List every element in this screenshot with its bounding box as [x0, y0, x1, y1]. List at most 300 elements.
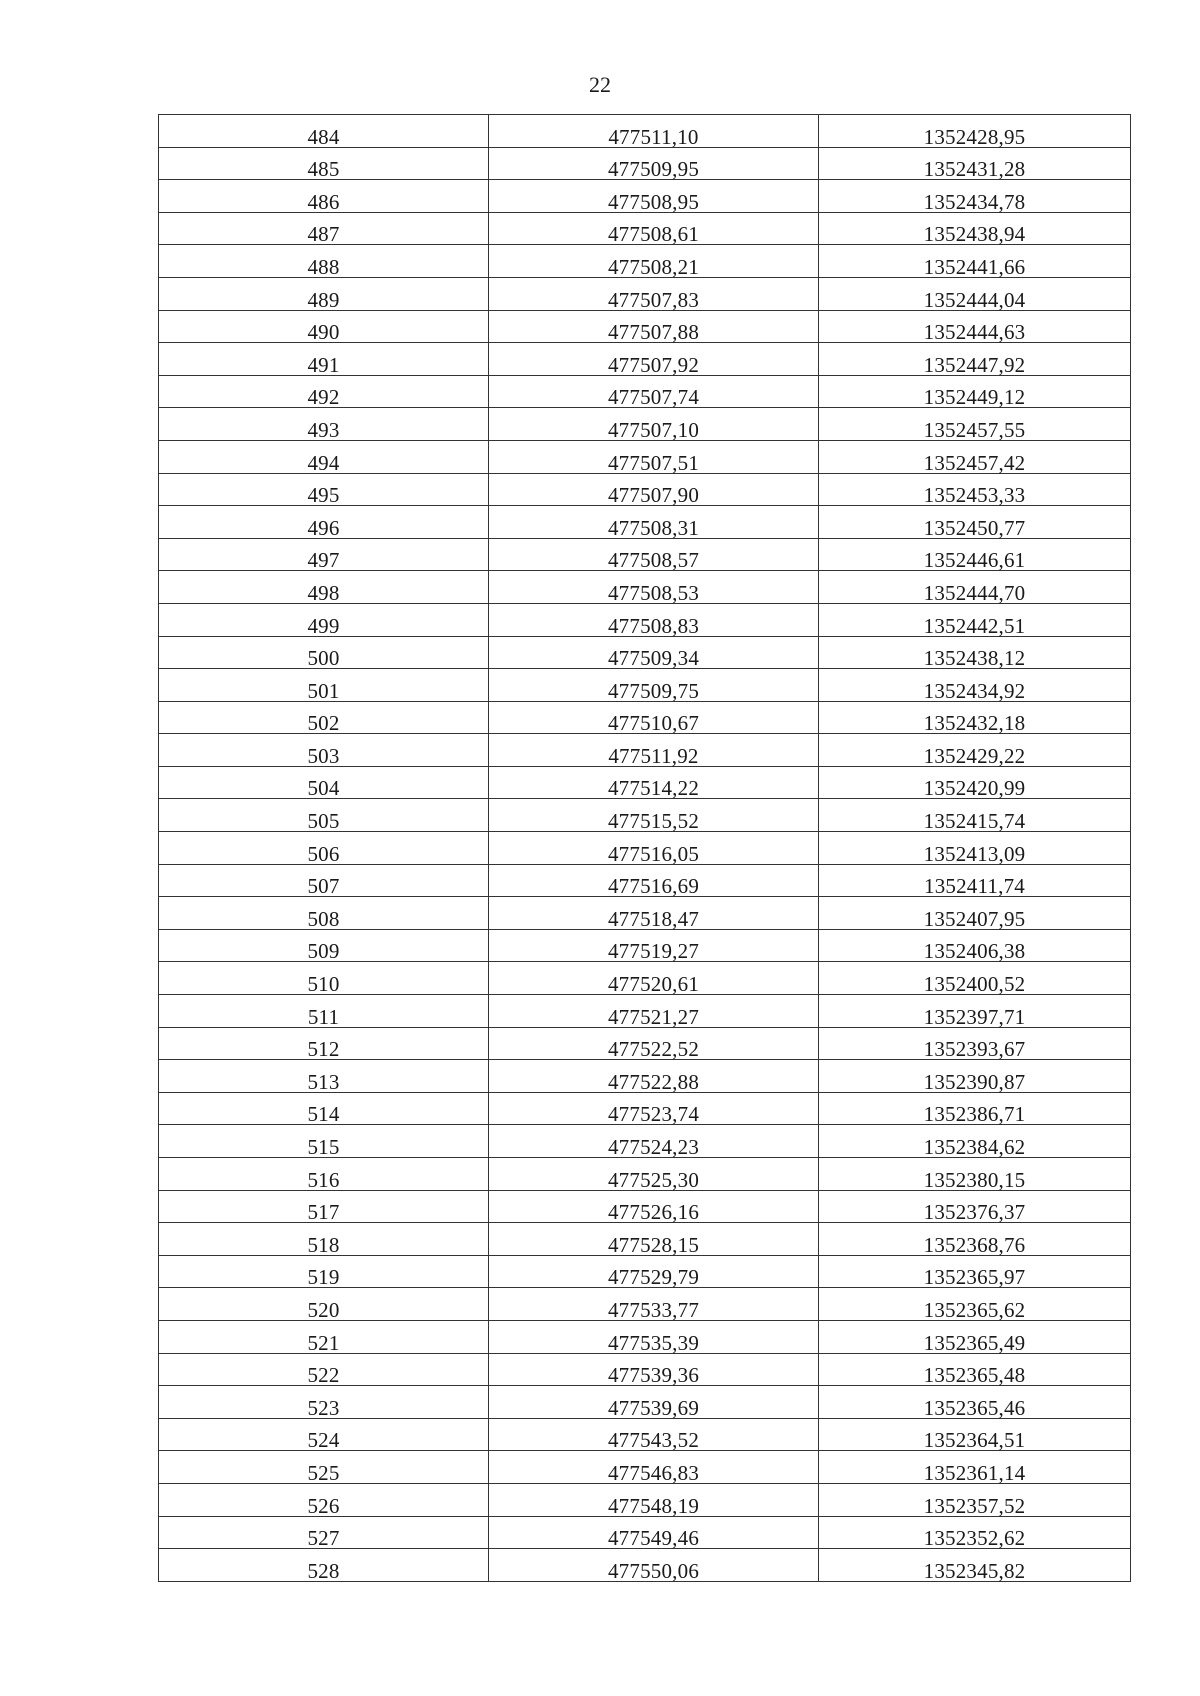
y-coordinate-cell: [819, 929, 1131, 962]
table-row: [159, 766, 1131, 799]
x-coordinate-text: 477509,75: [607, 678, 700, 703]
x-coordinate-cell: [489, 1451, 819, 1484]
point-number-cell: [159, 440, 489, 473]
x-coordinate-cell: [489, 669, 819, 702]
y-coordinate-text: 1352420,99: [923, 776, 1026, 801]
x-coordinate-cell: [489, 506, 819, 539]
x-coordinate-text: 477522,52: [607, 1037, 700, 1062]
point-number-text: 488: [307, 254, 340, 279]
x-coordinate-text: 477507,90: [607, 483, 700, 508]
table-row: [159, 1255, 1131, 1288]
table-row: [159, 473, 1131, 506]
y-coordinate-cell: [819, 766, 1131, 799]
point-number-cell: [159, 277, 489, 310]
table-row: [159, 1288, 1131, 1321]
y-coordinate-text: 1352357,52: [923, 1493, 1026, 1518]
x-coordinate-text: 477508,61: [607, 222, 700, 247]
point-number-text: 494: [307, 450, 340, 475]
table-row: [159, 929, 1131, 962]
point-number-cell: [159, 1353, 489, 1386]
table-row: [159, 603, 1131, 636]
point-number-cell: [159, 1027, 489, 1060]
x-coordinate-cell: [489, 734, 819, 767]
y-coordinate-text: 1352390,87: [923, 1069, 1026, 1094]
point-number-text: 485: [307, 157, 340, 182]
table-row: [159, 1483, 1131, 1516]
point-number-text: 517: [307, 1200, 340, 1225]
table-row: [159, 440, 1131, 473]
point-number-cell: [159, 929, 489, 962]
point-number-cell: [159, 180, 489, 213]
y-coordinate-text: 1352442,51: [923, 613, 1026, 638]
y-coordinate-cell: [819, 1549, 1131, 1582]
x-coordinate-text: 477508,53: [607, 580, 700, 605]
x-coordinate-cell: [489, 995, 819, 1028]
y-coordinate-cell: [819, 375, 1131, 408]
table-row: [159, 1451, 1131, 1484]
y-coordinate-cell: [819, 440, 1131, 473]
y-coordinate-text: 1352434,78: [923, 189, 1026, 214]
point-number-text: 500: [307, 646, 340, 671]
y-coordinate-cell: [819, 1516, 1131, 1549]
table-row: [159, 571, 1131, 604]
x-coordinate-text: 477514,22: [607, 776, 700, 801]
x-coordinate-text: 477511,10: [608, 124, 699, 149]
y-coordinate-text: 1352413,09: [923, 841, 1026, 866]
table-row: [159, 408, 1131, 441]
table-row: [159, 669, 1131, 702]
point-number-text: 520: [307, 1297, 340, 1322]
y-coordinate-text: 1352446,61: [923, 548, 1026, 573]
point-number-text: 492: [307, 385, 340, 410]
table-row: [159, 1516, 1131, 1549]
x-coordinate-text: 477539,69: [607, 1395, 700, 1420]
y-coordinate-text: 1352432,18: [923, 711, 1026, 736]
point-number-text: 501: [307, 678, 340, 703]
x-coordinate-text: 477509,34: [607, 646, 700, 671]
point-number-cell: [159, 212, 489, 245]
x-coordinate-cell: [489, 636, 819, 669]
table-row: [159, 1125, 1131, 1158]
y-coordinate-cell: [819, 734, 1131, 767]
coordinates-table-body: [159, 115, 1131, 1582]
x-coordinate-text: 477507,10: [607, 417, 700, 442]
x-coordinate-text: 477525,30: [607, 1167, 700, 1192]
y-coordinate-text: 1352444,63: [923, 320, 1026, 345]
y-coordinate-text: 1352376,37: [923, 1200, 1026, 1225]
x-coordinate-cell: [489, 1255, 819, 1288]
x-coordinate-cell: [489, 440, 819, 473]
y-coordinate-cell: [819, 1092, 1131, 1125]
point-number-text: 518: [307, 1232, 340, 1257]
y-coordinate-text: 1352365,49: [923, 1330, 1026, 1355]
x-coordinate-cell: [489, 1418, 819, 1451]
table-row: [159, 245, 1131, 278]
x-coordinate-text: 477528,15: [607, 1232, 700, 1257]
x-coordinate-cell: [489, 147, 819, 180]
y-coordinate-text: 1352447,92: [923, 352, 1026, 377]
point-number-cell: [159, 995, 489, 1028]
point-number-text: 506: [307, 841, 340, 866]
table-row: [159, 310, 1131, 343]
x-coordinate-cell: [489, 603, 819, 636]
table-row: [159, 375, 1131, 408]
table-row: [159, 277, 1131, 310]
y-coordinate-text: 1352365,62: [923, 1297, 1026, 1322]
x-coordinate-text: 477511,92: [608, 743, 699, 768]
table-row: [159, 1027, 1131, 1060]
point-number-text: 489: [307, 287, 340, 312]
y-coordinate-cell: [819, 245, 1131, 278]
point-number-text: 514: [307, 1102, 340, 1127]
point-number-cell: [159, 343, 489, 376]
y-coordinate-cell: [819, 506, 1131, 539]
table-row: [159, 897, 1131, 930]
y-coordinate-cell: [819, 408, 1131, 441]
table-row: [159, 864, 1131, 897]
y-coordinate-cell: [819, 473, 1131, 506]
point-number-text: 525: [307, 1460, 340, 1485]
x-coordinate-text: 477508,83: [607, 613, 700, 638]
x-coordinate-cell: [489, 799, 819, 832]
y-coordinate-cell: [819, 1386, 1131, 1419]
point-number-cell: [159, 1483, 489, 1516]
point-number-cell: [159, 571, 489, 604]
y-coordinate-text: 1352380,15: [923, 1167, 1026, 1192]
x-coordinate-cell: [489, 473, 819, 506]
x-coordinate-text: 477521,27: [607, 1004, 700, 1029]
point-number-cell: [159, 375, 489, 408]
table-row: [159, 147, 1131, 180]
table-row: [159, 995, 1131, 1028]
x-coordinate-text: 477508,21: [607, 254, 700, 279]
y-coordinate-cell: [819, 571, 1131, 604]
point-number-text: 509: [307, 939, 340, 964]
y-coordinate-cell: [819, 310, 1131, 343]
x-coordinate-text: 477508,95: [607, 189, 700, 214]
point-number-text: 495: [307, 483, 340, 508]
point-number-text: 487: [307, 222, 340, 247]
point-number-cell: [159, 1125, 489, 1158]
x-coordinate-cell: [489, 1549, 819, 1582]
x-coordinate-text: 477539,36: [607, 1363, 700, 1388]
point-number-cell: [159, 408, 489, 441]
x-coordinate-text: 477515,52: [607, 809, 700, 834]
point-number-cell: [159, 1190, 489, 1223]
y-coordinate-text: 1352415,74: [923, 809, 1026, 834]
point-number-text: 512: [307, 1037, 340, 1062]
x-coordinate-cell: [489, 571, 819, 604]
point-number-cell: [159, 1386, 489, 1419]
y-coordinate-cell: [819, 180, 1131, 213]
y-coordinate-cell: [819, 799, 1131, 832]
point-number-text: 496: [307, 515, 340, 540]
point-number-text: 515: [307, 1135, 340, 1159]
table-row: [159, 701, 1131, 734]
y-coordinate-cell: [819, 1320, 1131, 1353]
x-coordinate-cell: [489, 180, 819, 213]
y-coordinate-text: 1352444,04: [923, 287, 1026, 312]
y-coordinate-text: 1352397,71: [923, 1004, 1026, 1029]
x-coordinate-text: 477549,46: [607, 1526, 700, 1551]
x-coordinate-text: 477507,92: [607, 352, 700, 377]
y-coordinate-text: 1352386,71: [923, 1102, 1026, 1127]
point-number-cell: [159, 799, 489, 832]
point-number-cell: [159, 1158, 489, 1191]
y-coordinate-cell: [819, 995, 1131, 1028]
x-coordinate-cell: [489, 766, 819, 799]
point-number-cell: [159, 147, 489, 180]
y-coordinate-text: 1352428,95: [923, 124, 1026, 149]
y-coordinate-text: 1352407,95: [923, 906, 1026, 931]
y-coordinate-cell: [819, 636, 1131, 669]
y-coordinate-cell: [819, 897, 1131, 930]
x-coordinate-text: 477524,23: [607, 1135, 700, 1159]
table-row: [159, 1190, 1131, 1223]
y-coordinate-text: 1352429,22: [923, 743, 1026, 768]
y-coordinate-text: 1352400,52: [923, 972, 1026, 997]
y-coordinate-cell: [819, 1125, 1131, 1158]
y-coordinate-text: 1352361,14: [923, 1460, 1026, 1485]
y-coordinate-cell: [819, 1255, 1131, 1288]
x-coordinate-text: 477550,06: [607, 1558, 700, 1583]
y-coordinate-cell: [819, 538, 1131, 571]
table-row: [159, 962, 1131, 995]
y-coordinate-cell: [819, 864, 1131, 897]
point-number-cell: [159, 897, 489, 930]
y-coordinate-text: 1352368,76: [923, 1232, 1026, 1257]
table-row: [159, 1223, 1131, 1256]
point-number-cell: [159, 1060, 489, 1093]
x-coordinate-text: 477507,51: [607, 450, 700, 475]
table-row: [159, 1158, 1131, 1191]
x-coordinate-text: 477510,67: [607, 711, 700, 736]
y-coordinate-text: 1352438,94: [923, 222, 1026, 247]
point-number-cell: [159, 115, 489, 148]
x-coordinate-text: 477520,61: [607, 972, 700, 997]
y-coordinate-text: 1352450,77: [923, 515, 1026, 540]
table-row: [159, 1353, 1131, 1386]
point-number-text: 510: [307, 972, 340, 997]
table-row: [159, 115, 1131, 148]
y-coordinate-text: 1352384,62: [923, 1135, 1026, 1159]
y-coordinate-cell: [819, 1418, 1131, 1451]
y-coordinate-cell: [819, 962, 1131, 995]
point-number-cell: [159, 1549, 489, 1582]
y-coordinate-text: 1352444,70: [923, 580, 1026, 605]
x-coordinate-text: 477533,77: [607, 1297, 700, 1322]
point-number-cell: [159, 506, 489, 539]
table-row: [159, 636, 1131, 669]
x-coordinate-cell: [489, 1158, 819, 1191]
y-coordinate-text: 1352434,92: [923, 678, 1026, 703]
y-coordinate-cell: [819, 277, 1131, 310]
point-number-text: 484: [307, 124, 340, 149]
x-coordinate-cell: [489, 1386, 819, 1419]
point-number-text: 522: [307, 1363, 340, 1388]
x-coordinate-cell: [489, 538, 819, 571]
y-coordinate-cell: [819, 669, 1131, 702]
point-number-cell: [159, 864, 489, 897]
y-coordinate-cell: [819, 1190, 1131, 1223]
point-number-cell: [159, 245, 489, 278]
y-coordinate-text: 1352365,97: [923, 1265, 1026, 1290]
y-coordinate-text: 1352457,55: [923, 417, 1026, 442]
y-coordinate-cell: [819, 1451, 1131, 1484]
point-number-cell: [159, 832, 489, 865]
table-row: [159, 1549, 1131, 1582]
y-coordinate-text: 1352352,62: [923, 1526, 1026, 1551]
point-number-text: 513: [307, 1069, 340, 1094]
y-coordinate-cell: [819, 701, 1131, 734]
y-coordinate-text: 1352345,82: [923, 1558, 1026, 1583]
y-coordinate-text: 1352406,38: [923, 939, 1026, 964]
y-coordinate-cell: [819, 1288, 1131, 1321]
table-row: [159, 1418, 1131, 1451]
point-number-cell: [159, 701, 489, 734]
table-row: [159, 1320, 1131, 1353]
x-coordinate-text: 477518,47: [607, 906, 700, 931]
point-number-text: 523: [307, 1395, 340, 1420]
x-coordinate-text: 477546,83: [607, 1460, 700, 1485]
y-coordinate-text: 1352411,74: [924, 874, 1025, 899]
point-number-cell: [159, 310, 489, 343]
x-coordinate-cell: [489, 1092, 819, 1125]
y-coordinate-cell: [819, 147, 1131, 180]
x-coordinate-cell: [489, 1223, 819, 1256]
point-number-text: 505: [307, 809, 340, 834]
point-number-text: 521: [307, 1330, 340, 1355]
y-coordinate-cell: [819, 832, 1131, 865]
point-number-text: 486: [307, 189, 340, 214]
point-number-cell: [159, 1451, 489, 1484]
y-coordinate-text: 1352431,28: [923, 157, 1026, 182]
x-coordinate-cell: [489, 1060, 819, 1093]
table-row: [159, 212, 1131, 245]
y-coordinate-cell: [819, 603, 1131, 636]
x-coordinate-cell: [489, 408, 819, 441]
point-number-cell: [159, 1092, 489, 1125]
table-row: [159, 1060, 1131, 1093]
point-number-cell: [159, 766, 489, 799]
x-coordinate-text: 477507,83: [607, 287, 700, 312]
point-number-text: 499: [307, 613, 340, 638]
x-coordinate-text: 477548,19: [607, 1493, 700, 1518]
x-coordinate-cell: [489, 212, 819, 245]
coordinates-table: [158, 114, 1131, 1582]
point-number-cell: [159, 603, 489, 636]
point-number-cell: [159, 538, 489, 571]
point-number-cell: [159, 1288, 489, 1321]
point-number-text: 503: [307, 743, 340, 768]
x-coordinate-cell: [489, 1483, 819, 1516]
table-row: [159, 180, 1131, 213]
x-coordinate-cell: [489, 1190, 819, 1223]
y-coordinate-cell: [819, 1483, 1131, 1516]
x-coordinate-text: 477526,16: [607, 1200, 700, 1225]
point-number-cell: [159, 734, 489, 767]
table-row: [159, 343, 1131, 376]
point-number-text: 493: [307, 417, 340, 442]
point-number-text: 504: [307, 776, 340, 801]
point-number-text: 528: [307, 1558, 340, 1583]
point-number-text: 498: [307, 580, 340, 605]
x-coordinate-cell: [489, 1125, 819, 1158]
point-number-text: 519: [307, 1265, 340, 1290]
x-coordinate-cell: [489, 343, 819, 376]
x-coordinate-text: 477523,74: [607, 1102, 700, 1127]
y-coordinate-text: 1352457,42: [923, 450, 1026, 475]
point-number-cell: [159, 473, 489, 506]
y-coordinate-cell: [819, 1353, 1131, 1386]
x-coordinate-text: 477516,69: [607, 874, 700, 899]
x-coordinate-text: 477509,95: [607, 157, 700, 182]
x-coordinate-cell: [489, 1027, 819, 1060]
x-coordinate-cell: [489, 962, 819, 995]
x-coordinate-text: 477508,31: [607, 515, 700, 540]
table-row: [159, 1386, 1131, 1419]
point-number-text: 490: [307, 320, 340, 345]
y-coordinate-text: 1352438,12: [923, 646, 1026, 671]
y-coordinate-cell: [819, 1027, 1131, 1060]
x-coordinate-cell: [489, 897, 819, 930]
point-number-cell: [159, 1255, 489, 1288]
x-coordinate-text: 477529,79: [607, 1265, 700, 1290]
y-coordinate-text: 1352441,66: [923, 254, 1026, 279]
page-number: 22: [589, 72, 611, 97]
y-coordinate-cell: [819, 212, 1131, 245]
x-coordinate-cell: [489, 310, 819, 343]
x-coordinate-cell: [489, 832, 819, 865]
table-row: [159, 799, 1131, 832]
y-coordinate-text: 1352365,48: [923, 1363, 1026, 1388]
y-coordinate-text: 1352393,67: [923, 1037, 1026, 1062]
x-coordinate-text: 477543,52: [607, 1428, 700, 1453]
table-row: [159, 506, 1131, 539]
y-coordinate-text: 1352365,46: [923, 1395, 1026, 1420]
y-coordinate-cell: [819, 1060, 1131, 1093]
point-number-text: 507: [307, 874, 340, 899]
table-row: [159, 1092, 1131, 1125]
y-coordinate-cell: [819, 343, 1131, 376]
x-coordinate-cell: [489, 115, 819, 148]
x-coordinate-cell: [489, 1288, 819, 1321]
point-number-text: 526: [307, 1493, 340, 1518]
x-coordinate-cell: [489, 1516, 819, 1549]
x-coordinate-cell: [489, 277, 819, 310]
table-row: [159, 734, 1131, 767]
point-number-cell: [159, 636, 489, 669]
point-number-cell: [159, 1418, 489, 1451]
x-coordinate-text: 477522,88: [607, 1069, 700, 1094]
x-coordinate-cell: [489, 1320, 819, 1353]
y-coordinate-cell: [819, 1158, 1131, 1191]
point-number-text: 497: [307, 548, 340, 573]
x-coordinate-cell: [489, 929, 819, 962]
point-number-cell: [159, 669, 489, 702]
y-coordinate-cell: [819, 115, 1131, 148]
y-coordinate-text: 1352449,12: [923, 385, 1026, 410]
x-coordinate-text: 477508,57: [607, 548, 700, 573]
point-number-text: 524: [307, 1428, 340, 1453]
point-number-cell: [159, 1223, 489, 1256]
x-coordinate-text: 477507,88: [607, 320, 700, 345]
point-number-cell: [159, 1320, 489, 1353]
point-number-text: 511: [307, 1004, 340, 1029]
point-number-text: 516: [307, 1167, 340, 1192]
x-coordinate-cell: [489, 375, 819, 408]
table-row: [159, 832, 1131, 865]
